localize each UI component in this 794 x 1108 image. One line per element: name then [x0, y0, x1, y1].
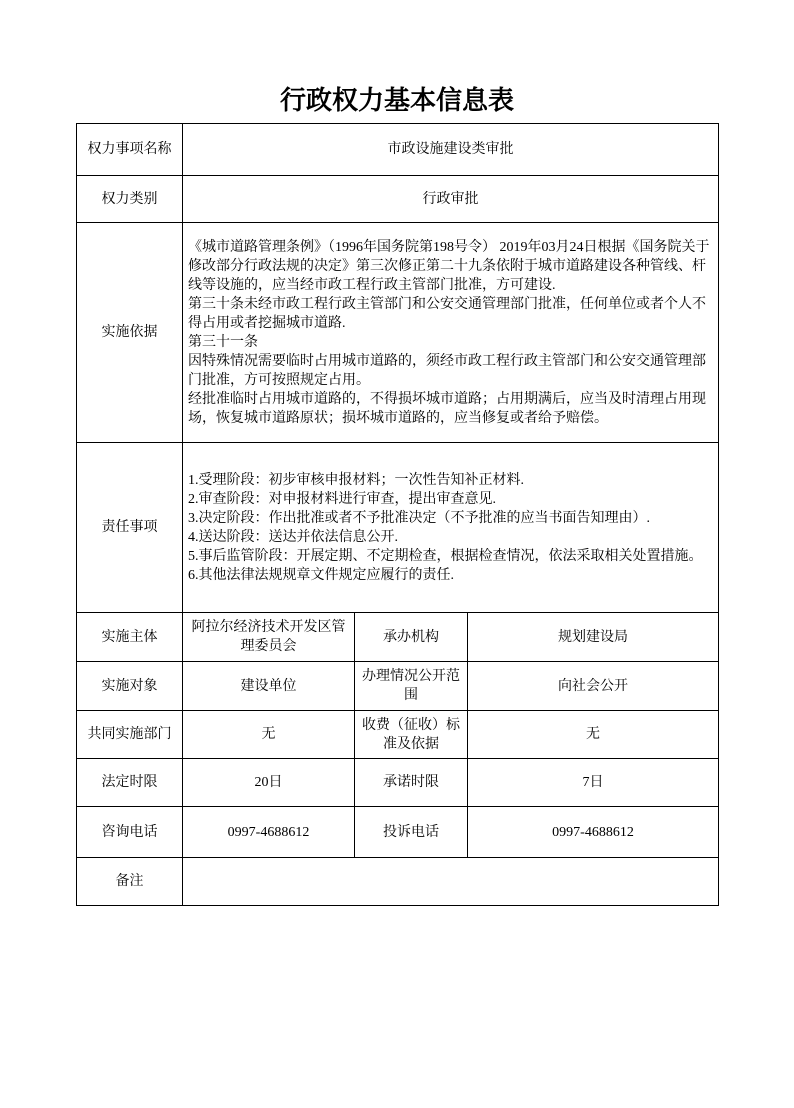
duty-item: 5.事后监管阶段：开展定期、不定期检查，根据检查情况，依法采取相关处置措施。 — [188, 548, 703, 564]
subject-value: 阿拉尔经济技术开发区管理委员会 — [183, 613, 355, 662]
basis-paragraph: 《城市道路管理条例》（1996年国务院第198号令） 2019年03月24日根据《国务院关于修改部分行政法规的决定》第三次修正第二十九条依附于城市道路建设各种管线、杆线等设施的，应当经市政工程行政主管部门批准，方可建设. — [188, 239, 710, 293]
complaint-phone-label: 投诉电话 — [355, 807, 468, 858]
row-remark — [77, 858, 719, 906]
joint-dept-value: 无 — [183, 711, 355, 759]
complaint-phone-value: 0997-4688612 — [468, 807, 719, 858]
duty-content — [183, 443, 719, 613]
power-name-value: 市政设施建设类审批 — [183, 124, 719, 176]
legal-time-value: 20日 — [183, 759, 355, 807]
remark-value — [183, 858, 719, 906]
duty-item: 4.送达阶段：送达并依法信息公开. — [188, 529, 398, 545]
row-duty — [77, 443, 719, 613]
legal-time-label: 法定时限 — [77, 759, 183, 807]
row-power-category — [77, 176, 719, 223]
fee-standard-value: 无 — [468, 711, 719, 759]
basis-paragraph: 第三十条未经市政工程行政主管部门和公安交通管理部门批准，任何单位或者个人不得占用或者挖掘城市道路. — [188, 296, 706, 331]
power-category-label: 权力类别 — [77, 176, 183, 223]
duty-item: 6.其他法律法规规章文件规定应履行的责任. — [188, 567, 454, 583]
consult-phone-value: 0997-4688612 — [183, 807, 355, 858]
target-label: 实施对象 — [77, 662, 183, 711]
row-basis — [77, 223, 719, 443]
target-value: 建设单位 — [183, 662, 355, 711]
page-title: 行政权力基本信息表 — [279, 86, 514, 115]
disclosure-scope-label: 办理情况公开范围 — [355, 662, 468, 711]
row-joint — [77, 711, 719, 759]
row-power-name — [77, 124, 719, 176]
basis-paragraph: 因特殊情况需要临时占用城市道路的，须经市政工程行政主管部门和公安交通管理部门批准，方可按照规定占用。 — [188, 353, 706, 388]
power-category-value: 行政审批 — [183, 176, 719, 223]
duty-item: 2.审查阶段：对申报材料进行审查，提出审查意见. — [188, 491, 496, 507]
duty-item: 3.决定阶段：作出批准或者不予批准决定（不予批准的应当书面告知理由）. — [188, 510, 650, 526]
promised-time-label: 承诺时限 — [355, 759, 468, 807]
subject-label: 实施主体 — [77, 613, 183, 662]
power-name-label: 权力事项名称 — [77, 124, 183, 176]
duty-item: 1.受理阶段：初步审核申报材料；一次性告知补正材料. — [188, 472, 524, 488]
remark-label: 备注 — [77, 858, 183, 906]
row-phone — [77, 807, 719, 858]
disclosure-scope-value: 向社会公开 — [468, 662, 719, 711]
promised-time-value: 7日 — [468, 759, 719, 807]
row-subject — [77, 613, 719, 662]
joint-dept-label: 共同实施部门 — [77, 711, 183, 759]
row-time-limit — [77, 759, 719, 807]
basis-paragraph: 经批准临时占用城市道路的，不得损坏城市道路；占用期满后，应当及时清理占用现场，恢复城市道路原状；损坏城市道路的，应当修复或者给予赔偿。 — [188, 391, 706, 426]
duty-label: 责任事项 — [77, 443, 183, 613]
basis-label: 实施依据 — [77, 223, 183, 443]
info-table — [76, 123, 719, 906]
row-target — [77, 662, 719, 711]
undertaker-label: 承办机构 — [355, 613, 468, 662]
fee-standard-label: 收费（征收）标准及依据 — [355, 711, 468, 759]
consult-phone-label: 咨询电话 — [77, 807, 183, 858]
undertaker-value: 规划建设局 — [468, 613, 719, 662]
basis-paragraph: 第三十一条 — [188, 334, 258, 350]
basis-content — [183, 223, 719, 443]
